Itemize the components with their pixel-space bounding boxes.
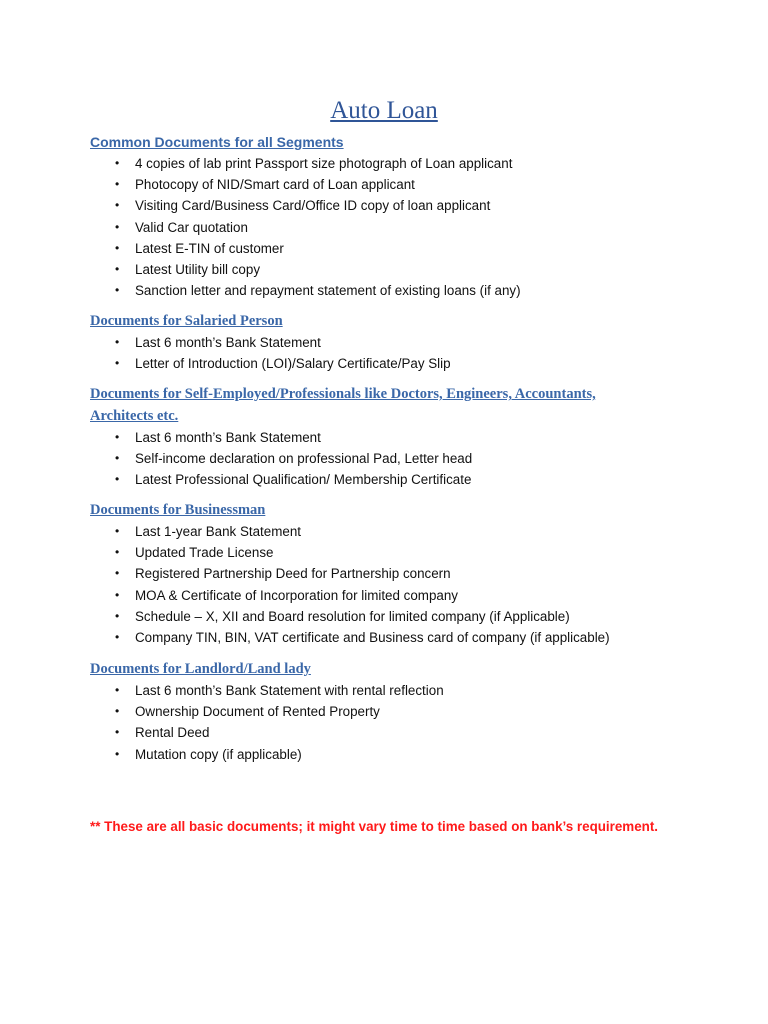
list-item	[90, 174, 690, 195]
bullet-icon: •	[115, 545, 120, 560]
bullet-icon: •	[115, 746, 120, 761]
list-item-text: Sanction letter and repayment statement of existing loans (if any)	[135, 283, 521, 299]
section-salaried-person	[90, 310, 690, 374]
list-item-text: Valid Car quotation	[135, 219, 248, 235]
list-item-text: Latest E-TIN of customer	[135, 240, 284, 256]
list-item-text: Schedule – X, XII and Board resolution for limited company (if Applicable)	[135, 608, 570, 624]
bullet-icon: •	[115, 704, 120, 719]
list-item-text: Company TIN, BIN, VAT certificate and Business card of company (if applicable)	[135, 630, 610, 646]
bullet-icon: •	[115, 524, 120, 538]
list-item	[90, 563, 690, 584]
list-item-text: Letter of Introduction (LOI)/Salary Certificate/Pay Slip	[135, 356, 451, 372]
list-item-text: Last 1-year Bank Statement	[135, 524, 301, 539]
list-item-text: Registered Partnership Deed for Partnership concern	[135, 566, 451, 582]
section-common-documents	[90, 131, 690, 301]
list-item	[90, 744, 690, 765]
section-heading: Documents for Salaried Person	[90, 313, 283, 329]
list-item	[90, 217, 690, 238]
document-list	[90, 332, 690, 374]
section-heading-line: Documents for Self-Employed/Professionals like Doctors, Engineers, Accountants,	[90, 386, 596, 402]
list-item-text: Last 6 month’s Bank Statement	[135, 335, 321, 350]
section-heading: Documents for Landlord/Land lady	[90, 661, 311, 677]
list-item	[90, 542, 690, 563]
list-item-text: Photocopy of NID/Smart card of Loan applicant	[135, 177, 415, 193]
list-item-text: Updated Trade License	[135, 545, 274, 561]
list-item-text: Mutation copy (if applicable)	[135, 746, 302, 762]
document-list	[90, 521, 690, 648]
bullet-icon: •	[115, 683, 120, 697]
list-item	[90, 722, 690, 743]
bullet-icon: •	[115, 430, 120, 444]
section-landlord	[90, 658, 690, 765]
list-item	[90, 427, 690, 448]
list-item	[90, 469, 690, 490]
section-businessman	[90, 499, 690, 648]
list-item-text: Latest Professional Qualification/ Membership Certificate	[135, 472, 472, 488]
document-list	[90, 680, 690, 765]
page-title: Auto Loan	[330, 97, 438, 124]
bullet-icon: •	[115, 335, 120, 349]
bullet-icon: •	[115, 240, 120, 255]
section-heading: Common Documents for all Segments	[90, 134, 344, 150]
bullet-icon: •	[115, 630, 120, 645]
list-item-text: Ownership Document of Rented Property	[135, 704, 380, 720]
document-list	[90, 427, 690, 491]
list-item-text: Visiting Card/Business Card/Office ID copy of loan applicant	[135, 198, 491, 214]
list-item-text: Rental Deed	[135, 725, 210, 741]
list-item	[90, 701, 690, 722]
bullet-icon: •	[115, 451, 120, 466]
list-item	[90, 353, 690, 374]
bullet-icon: •	[115, 156, 120, 170]
document-list	[90, 153, 690, 301]
bullet-icon: •	[115, 283, 120, 298]
list-item	[90, 238, 690, 259]
bullet-icon: •	[115, 177, 120, 192]
list-item	[90, 627, 690, 648]
list-item	[90, 521, 690, 542]
bullet-icon: •	[115, 262, 120, 277]
list-item-text: 4 copies of lab print Passport size photograph of Loan applicant	[135, 156, 513, 171]
list-item	[90, 606, 690, 627]
list-item-text: MOA & Certificate of Incorporation for limited company	[135, 587, 458, 603]
bullet-icon: •	[115, 356, 120, 371]
list-item	[90, 259, 690, 280]
list-item	[90, 332, 690, 353]
bullet-icon: •	[115, 472, 120, 487]
list-item	[90, 195, 690, 216]
section-heading-line: Architects etc.	[90, 408, 179, 424]
section-heading: Documents for Businessman	[90, 502, 266, 518]
list-item-text: Latest Utility bill copy	[135, 262, 261, 278]
bullet-icon: •	[115, 198, 120, 213]
bullet-icon: •	[115, 219, 120, 234]
list-item-text: Self-income declaration on professional Pad, Letter head	[135, 451, 473, 467]
bullet-icon: •	[115, 608, 120, 623]
list-item	[90, 153, 690, 174]
list-item-text: Last 6 month’s Bank Statement	[135, 430, 321, 445]
bullet-icon: •	[115, 566, 120, 581]
list-item	[90, 680, 690, 701]
list-item	[90, 280, 690, 301]
list-item	[90, 585, 690, 606]
section-self-employed	[90, 383, 690, 491]
bullet-icon: •	[115, 725, 120, 740]
section-heading	[90, 383, 690, 427]
list-item	[90, 448, 690, 469]
disclaimer-note: ** These are all basic documents; it might vary time to time based on bank’s requirement.	[90, 819, 659, 834]
list-item-text: Last 6 month’s Bank Statement with rental reflection	[135, 683, 444, 698]
bullet-icon: •	[115, 587, 120, 602]
